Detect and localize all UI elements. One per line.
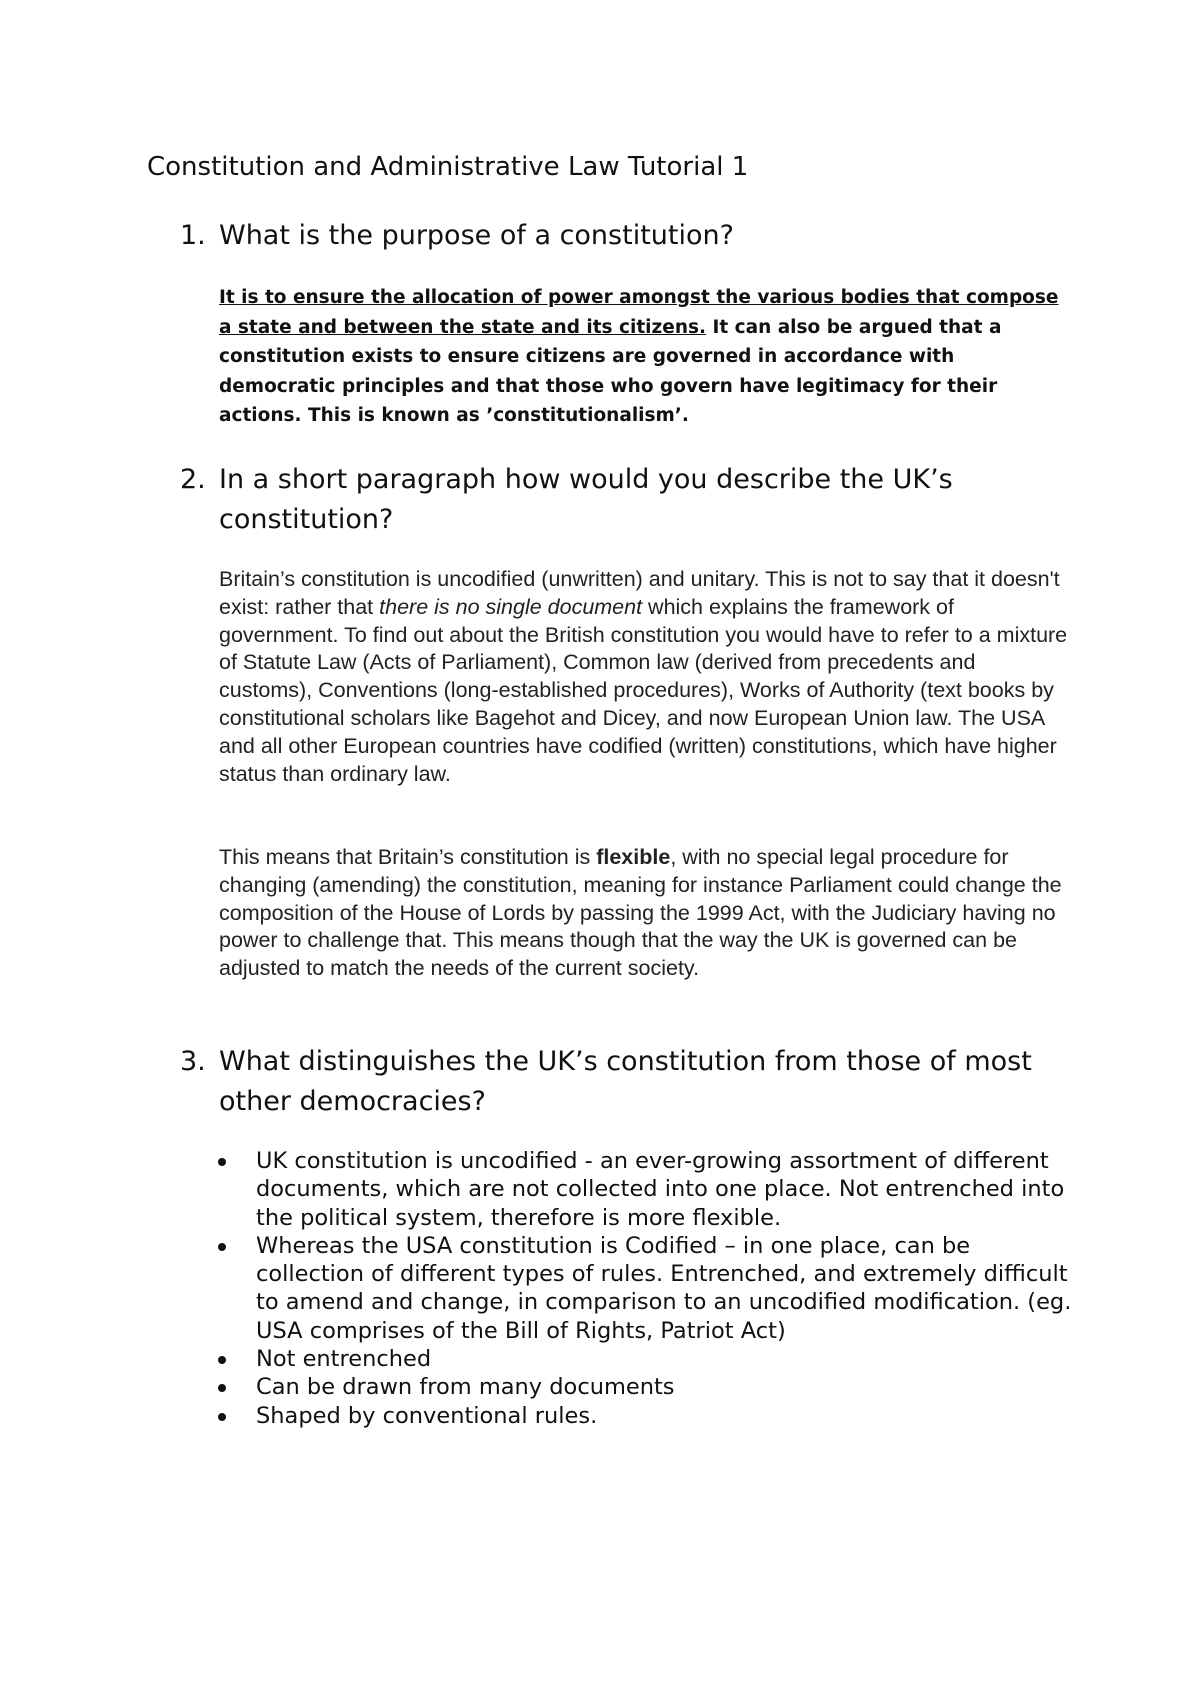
list-item-text: Whereas the USA constitution is Codified – in one place, can be collection of different types of rules. Entrenched, and extremely difficult to amend and change, in comparison to an uncodified modification. (eg. USA comprises of the Bill of Rights, Patriot Act)	[256, 1232, 1072, 1344]
bullet-icon	[218, 1243, 226, 1251]
list-item-text: UK constitution is uncodified - an ever-growing assortment of different documents, which are not collected into one place. Not entrenched into the political system, therefore is more flexible.	[256, 1148, 1065, 1231]
answer-3-bullet-list	[218, 1147, 1078, 1430]
answer-2-p2-text-a: This means that Britain’s constitution is	[219, 845, 597, 869]
question-text: What distinguishes the UK’s constitution from those of most other democracies?	[219, 1046, 1032, 1117]
list-item-text: Can be drawn from many documents	[256, 1374, 675, 1401]
answer-1-rest: It can also be argued that a constitution exists to ensure citizens are governed in accordance with democratic principles and that those who govern have legitimacy for their actions. This is known as ’constitutionalism’.	[219, 316, 1002, 426]
answer-2-p2-text-b: , with no special legal procedure for changing (amending) the constitution, meaning for instance Parliament could change the composition of the House of Lords by passing the 1999 Act, with the Judiciary having no power to challenge that. This means though that the way the UK is governed can be adjusted to match the needs of the current society.	[219, 845, 1062, 981]
list-item	[218, 1373, 1078, 1401]
document-title: Constitution and Administrative Law Tutorial 1	[147, 152, 749, 182]
answer-2-p1-text-a: Britain’s constitution is uncodified (unwritten) and unitary. This is not to say that it doesn't exist: rather that	[219, 567, 1060, 619]
bullet-icon	[218, 1384, 226, 1392]
question-2	[180, 460, 1050, 540]
answer-2-paragraph-2	[219, 844, 1069, 983]
answer-1	[219, 283, 1059, 431]
answer-2-p2-bold: flexible	[596, 845, 671, 869]
question-number: 3.	[180, 1046, 206, 1077]
list-item	[218, 1147, 1078, 1232]
question-text: What is the purpose of a constitution?	[219, 220, 734, 251]
bullet-icon	[218, 1158, 226, 1166]
question-number: 2.	[180, 464, 206, 495]
question-number: 1.	[180, 220, 206, 251]
bullet-icon	[218, 1413, 226, 1421]
list-item	[218, 1232, 1078, 1345]
answer-1-underlined: It is to ensure the allocation of power amongst the various bodies that compose a state and between the state and its citizens.	[219, 287, 1059, 338]
list-item-text: Not entrenched	[256, 1346, 432, 1373]
question-3	[180, 1042, 1050, 1122]
answer-2-paragraph-1	[219, 566, 1069, 788]
answer-2-p1-text-b: which explains the framework of government. To find out about the British constitution you would have to refer to a mixture of Statute Law (Acts of Parliament), Common law (derived from precedents and customs), Conventions (long-established procedures), Works of Authority (text books by constitutional scholars like Bagehot and Dicey, and now European Union law. The USA and all other European countries have codified (written) constitutions, which have higher status than ordinary law.	[219, 594, 1068, 786]
bullet-icon	[218, 1356, 226, 1364]
question-1	[180, 216, 1050, 256]
question-text: In a short paragraph how would you describe the UK’s constitution?	[219, 464, 953, 535]
list-item	[218, 1345, 1078, 1373]
list-item	[218, 1402, 1078, 1430]
answer-2-p1-emphasis: there is no single document	[379, 594, 643, 619]
list-item-text: Shaped by conventional rules.	[256, 1402, 598, 1429]
